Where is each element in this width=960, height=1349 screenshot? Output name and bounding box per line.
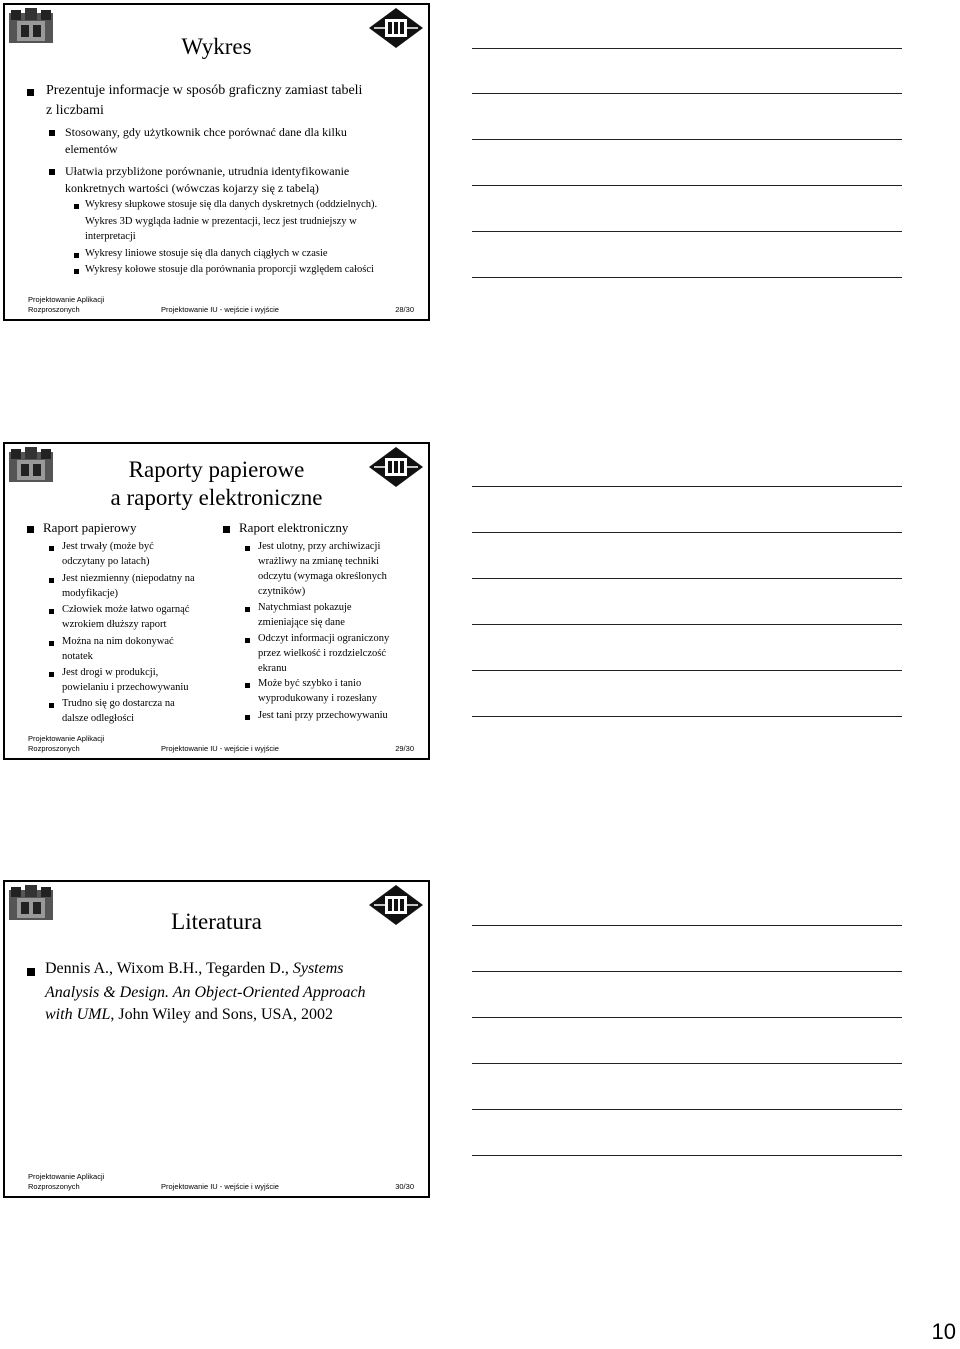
list-item: Może być szybko i tanio — [258, 678, 362, 689]
bullet-square-icon — [49, 578, 54, 583]
page-number: 10 — [931, 1319, 956, 1344]
footer-course-line-1: Projektowanie Aplikacji — [28, 295, 105, 304]
reference-publisher: , John Wiley and Sons, USA, 2002 — [110, 1006, 333, 1023]
list-item: ekranu — [258, 663, 287, 674]
bullet-square-icon — [245, 638, 250, 643]
bullet-square-icon — [49, 130, 55, 136]
right-column-heading: Raport elektroniczny — [239, 520, 349, 535]
footer-course-line-2: Rozproszonych — [28, 744, 80, 753]
bullet-text: Prezentuje informacje w sposób graficzny zamiast tabeli — [46, 83, 363, 98]
bullet-square-icon — [245, 546, 250, 551]
bullet-square-icon — [245, 715, 250, 720]
title-line-2: a raporty elektroniczne — [110, 485, 323, 510]
list-item: wzrokiem dłuższy raport — [62, 619, 167, 630]
eti-logo-icon — [368, 7, 424, 49]
bullet-square-icon — [49, 672, 54, 677]
reference-authors: Dennis A., Wixom B.H., Tegarden D., — [45, 960, 289, 977]
bullet-square-icon — [27, 89, 34, 96]
bullet-square-icon — [74, 269, 79, 274]
footer-topic: Projektowanie IU - wejście i wyjście — [161, 305, 279, 314]
left-column-heading: Raport papierowy — [43, 520, 137, 535]
footer-slide-number: 28/30 — [395, 305, 414, 314]
slide-title: Wykres — [181, 34, 252, 59]
slide-title — [65, 456, 368, 512]
bullet-text: Wykresy liniowe stosuje się dla danych ciągłych w czasie — [85, 248, 328, 259]
list-item: powielaniu i przechowywaniu — [62, 682, 189, 693]
bullet-square-icon — [74, 204, 79, 209]
bullet-text: Wykresy słupkowe stosuje się dla danych dyskretnych (oddzielnych). — [85, 199, 378, 210]
title-line-1: Raporty papierowe — [128, 457, 305, 482]
bullet-square-icon — [27, 968, 35, 976]
list-item: Jest trwały (może być — [62, 541, 154, 552]
reference-line-1 — [45, 960, 344, 978]
reference-line-3 — [45, 1006, 333, 1024]
list-item: Trudno się go dostarcza na — [62, 698, 175, 709]
bullet-text: konkretnych wartości (wówczas kojarzy się z tabelą) — [65, 181, 319, 195]
list-item: Człowiek może łatwo ogarnąć — [62, 604, 190, 615]
bullet-text: Ułatwia przybliżone porównanie, utrudnia identyfikowanie — [65, 164, 350, 178]
footer-course-line-1: Projektowanie Aplikacji — [28, 734, 105, 743]
footer-course-line-1: Projektowanie Aplikacji — [28, 1172, 105, 1181]
university-crest-icon — [7, 884, 55, 924]
list-item: odczytany po latach) — [62, 556, 150, 567]
list-item: Jest drogi w produkcji, — [62, 667, 159, 678]
bullet-square-icon — [27, 526, 34, 533]
bullet-square-icon — [49, 641, 54, 646]
list-item: wrażliwy na zmianę techniki — [258, 556, 379, 567]
list-item: Można na nim dokonywać — [62, 636, 174, 647]
list-item: Jest tani przy przechowywaniu — [258, 710, 388, 721]
footer-slide-number: 29/30 — [395, 744, 414, 753]
list-item: Jest ulotny, przy archiwizacji — [258, 541, 381, 552]
bullet-text: elementów — [65, 142, 118, 156]
footer-slide-number: 30/30 — [395, 1182, 414, 1191]
list-item: dalsze odległości — [62, 713, 135, 724]
footer-topic: Projektowanie IU - wejście i wyjście — [161, 1182, 279, 1191]
bullet-square-icon — [49, 169, 55, 175]
slide-30 — [3, 880, 430, 1198]
list-item: modyfikacje) — [62, 588, 118, 599]
slide-28 — [3, 3, 430, 321]
slide-title: Literatura — [171, 909, 262, 934]
bullet-text: Wykresy kołowe stosuje dla porównania proporcji względem całości — [85, 264, 374, 275]
reference-title-part-2: Analysis & Design. An Object-Oriented Approach — [45, 984, 366, 1001]
bullet-text: z liczbami — [46, 103, 104, 118]
list-item: notatek — [62, 651, 93, 662]
list-item: Natychmiast pokazuje — [258, 602, 352, 613]
bullet-text: interpretacji — [85, 231, 136, 242]
eti-logo-icon — [368, 884, 424, 926]
footer-course-line-2: Rozproszonych — [28, 305, 80, 314]
eti-logo-icon — [368, 446, 424, 488]
bullet-text: Wykres 3D wygląda ładnie w prezentacji, lecz jest trudniejszy w — [85, 216, 357, 227]
reference-line-2 — [45, 984, 366, 1002]
footer-course-line-2: Rozproszonych — [28, 1182, 80, 1191]
list-item: czytników) — [258, 586, 306, 597]
list-item: Odczyt informacji ograniczony — [258, 633, 390, 644]
bullet-square-icon — [245, 607, 250, 612]
reference-title-part-3: with UML — [45, 1006, 111, 1023]
bullet-square-icon — [223, 526, 230, 533]
list-item: przez wielkość i rozdzielczość — [258, 648, 386, 659]
list-item: wyprodukowany i rozesłany — [258, 693, 377, 704]
list-item: zmieniające się dane — [258, 617, 345, 628]
bullet-square-icon — [74, 253, 79, 258]
bullet-text: Stosowany, gdy użytkownik chce porównać dane dla kilku — [65, 125, 347, 139]
list-item: odczytu (wymaga określonych — [258, 571, 387, 582]
reference-title-part-1: Systems — [292, 960, 344, 977]
bullet-square-icon — [245, 683, 250, 688]
university-crest-icon — [7, 446, 55, 486]
bullet-square-icon — [49, 609, 54, 614]
list-item: Jest niezmienny (niepodatny na — [62, 573, 195, 584]
bullet-square-icon — [49, 546, 54, 551]
footer-topic: Projektowanie IU - wejście i wyjście — [161, 744, 279, 753]
university-crest-icon — [7, 7, 55, 47]
bullet-square-icon — [49, 703, 54, 708]
slide-29 — [3, 442, 430, 760]
